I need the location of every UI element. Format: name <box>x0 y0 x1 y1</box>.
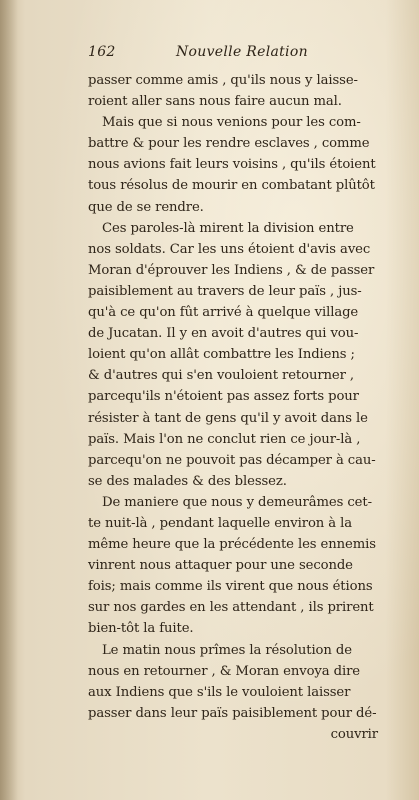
text-line: fois; mais comme ils virent que nous étions <box>88 579 373 595</box>
text-line: nous en retourner , & Moran envoya dire <box>88 663 360 679</box>
paragraph-start-line: Mais que si nous venions pour les com- <box>102 115 361 131</box>
page-header <box>88 44 378 68</box>
text-line: aux Indiens que s'ils le vouloient laisser <box>88 684 351 700</box>
text-line: nous avions fait leurs voisins , qu'ils étoient <box>88 157 376 173</box>
running-title: Nouvelle Relation <box>176 44 308 60</box>
text-line: passer dans leur païs paisiblement pour dé- <box>88 705 377 721</box>
text-line: parcequ'ils n'étoient pas assez forts pour <box>88 389 359 405</box>
text-line: loient qu'on allât combattre les Indiens ; <box>88 347 355 363</box>
text-line: vinrent nous attaquer pour une seconde <box>88 558 353 574</box>
text-line: qu'à ce qu'on fût arrivé à quelque village <box>88 305 359 321</box>
text-line: roient aller sans nous faire aucun mal. <box>88 94 342 110</box>
text-line: tous résolus de mourir en combatant plûtôt <box>88 178 375 194</box>
body-text <box>88 70 380 745</box>
text-line: résister à tant de gens qu'il y avoit dans le <box>88 410 368 426</box>
text-line: nos soldats. Car les uns étoient d'avis avec <box>88 241 371 257</box>
text-line: Moran d'éprouver les Indiens , & de passer <box>88 262 375 278</box>
text-line: païs. Mais l'on ne conclut rien ce jour-là , <box>88 431 361 447</box>
paragraph-start-line: Ces paroles-là mirent la division entre <box>102 220 354 236</box>
page-number: 162 <box>88 44 116 60</box>
text-line: se des malades & des blessez. <box>88 473 287 489</box>
spine-shadow <box>0 0 18 800</box>
text-line: bien-tôt la fuite. <box>88 621 194 637</box>
text-line: que de se rendre. <box>88 199 204 215</box>
text-line: de Jucatan. Il y en avoit d'autres qui vou- <box>88 326 359 342</box>
text-line: paisiblement au travers de leur païs , jus- <box>88 283 362 299</box>
text-line: parcequ'on ne pouvoit pas décamper à cau- <box>88 452 376 468</box>
text-line: sur nos gardes en les attendant , ils prirent <box>88 600 374 616</box>
paragraph-start-line: De maniere que nous y demeurâmes cet- <box>102 494 372 510</box>
text-line: & d'autres qui s'en vouloient retourner , <box>88 368 355 384</box>
paragraph-start-line: Le matin nous prîmes la résolution de <box>102 642 352 658</box>
text-line: battre & pour les rendre esclaves , comme <box>88 136 370 152</box>
text-line: passer comme amis , qu'ils nous y laisse- <box>88 73 358 88</box>
catchword: couvrir <box>330 726 378 742</box>
text-line: même heure que la précédente les ennemis <box>88 537 376 553</box>
text-line: te nuit-là , pendant laquelle environ à la <box>88 515 353 531</box>
